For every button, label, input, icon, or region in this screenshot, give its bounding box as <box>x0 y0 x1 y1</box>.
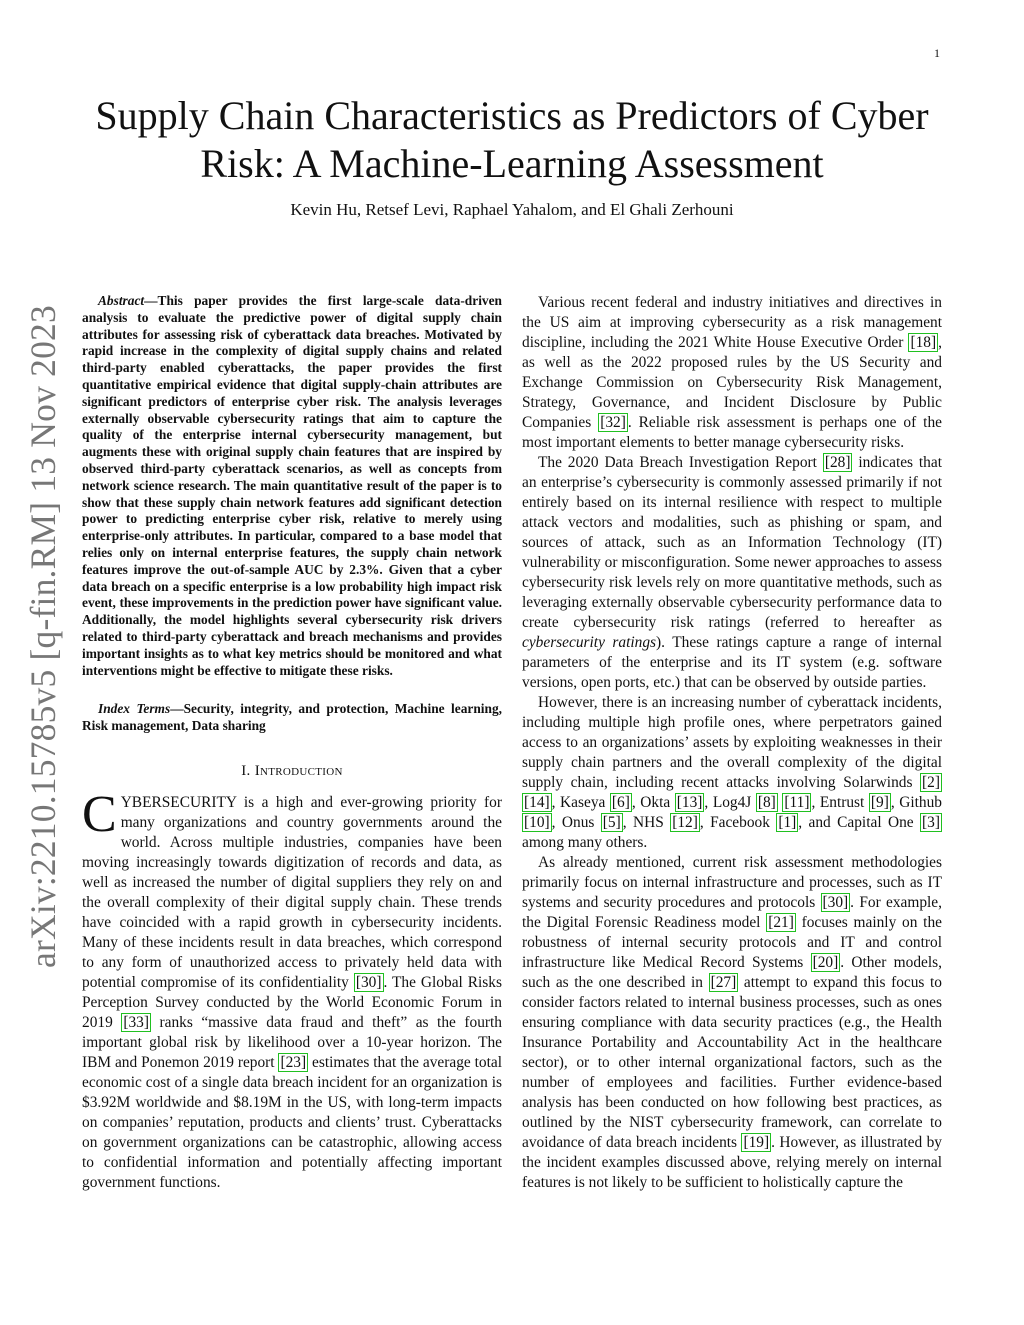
text-run: among many others. <box>522 834 648 851</box>
text-run: , as well as the 2022 proposed rules by the US Security and Exchange Commission on Cybersecurity Risk Management, Strategy, Governance, and Incident Disclosure by Public Companies <box>522 334 942 431</box>
citation-link[interactable]: [10] <box>524 814 550 831</box>
citation-link[interactable]: [9] <box>870 794 889 811</box>
index-terms-label: Index Terms <box>98 701 171 717</box>
citation-link[interactable]: [19] <box>743 1134 770 1151</box>
section-number: I. <box>241 762 251 779</box>
index-terms-text: —Security, integrity, and protection, Machine learning, Risk management, Data sharing <box>82 701 502 734</box>
intro-paragraph-1 <box>82 785 502 1193</box>
left-column <box>82 293 502 1193</box>
abstract-label: Abstract <box>98 293 145 308</box>
citation-link[interactable]: [30] <box>355 973 382 991</box>
text-run: attempt to expand this focus to consider factors related to internal business processes, such as ones ensuring compliance with data security practices (e.g., the Health Insurance Portability and Accountability Act in the healthcare sector), or to other internal organizational factors, such as the number of employees and facilities. Further evidence-based analysis has been conducted on how following best practices, as outlined by the NIST cybersecurity framework, can correlate to avoidance of data breach incidents <box>522 974 942 1151</box>
intro-paragraph-2 <box>522 293 942 453</box>
text-run: The 2020 Data Breach Investigation Report <box>538 454 823 471</box>
text-run: As already mentioned, current risk assessment methodologies primarily focus on internal infrastructure and processes, such as IT systems and security procedures and protocols <box>522 854 942 911</box>
citation-link[interactable]: [23] <box>280 1053 307 1071</box>
text-run: , NHS <box>622 814 671 831</box>
text-run: , Facebook <box>699 814 777 831</box>
intro-paragraph-3 <box>522 453 942 693</box>
citation-link[interactable]: [21] <box>768 914 794 931</box>
section-title: Introduction <box>254 762 343 779</box>
section-heading <box>82 761 502 781</box>
text-run: . Reliable risk assessment is perhaps one of the most important elements to better manage cybersecurity risks. <box>522 414 942 451</box>
emphasized-term: cybersecurity ratings <box>522 634 657 651</box>
title-line-1: Supply Chain Characteristics as Predictors of Cyber <box>95 93 929 138</box>
citation-link[interactable]: [3] <box>922 814 940 831</box>
citation-link[interactable]: [14] <box>524 794 550 811</box>
text-run: . The Global Risks Perception Survey conducted by the World Economic Forum in 2019 <box>82 973 502 1031</box>
citation-link[interactable]: [28] <box>824 454 851 471</box>
text-run: , Onus <box>551 814 601 831</box>
abstract <box>82 293 502 679</box>
text-run: However, there is an increasing number of cyberattack incidents, including multiple high profile ones, where perpetrators gained access to an organizations’ assets by exploiting weaknesses in their supply chain partners and the overall complexity of the digital supply chain, including recent attacks involving Solarwinds <box>522 694 942 791</box>
drop-cap: C <box>82 785 117 843</box>
text-run: . For example, the Digital Forensic Readiness model <box>522 894 942 931</box>
citation-link[interactable]: [32] <box>600 414 626 431</box>
text-run: Various recent federal and industry initiatives and directives in the US aim at improving cybersecurity as a risk management discipline, including the 2021 White House Executive Order <box>522 294 942 351</box>
arxiv-identifier: arXiv:2210.15785v5 [q-fin.RM] 13 Nov 2023 <box>23 305 63 968</box>
text-run: . Other models, such as the one described in <box>522 954 942 991</box>
text-run: , and Capital One <box>798 814 921 831</box>
citation-link[interactable]: [27] <box>710 974 737 991</box>
citation-link[interactable]: [2] <box>922 774 940 791</box>
intro-paragraph-5 <box>522 853 942 1193</box>
index-terms <box>82 701 502 735</box>
text-run: ranks “massive data fraud and theft” as the fourth important global risk by likelihood over a 10-year horizon. The IBM and Ponemon 2019 report <box>82 1013 502 1071</box>
citation-link[interactable]: [13] <box>676 794 703 811</box>
author-list: Kevin Hu, Retsef Levi, Raphael Yahalom, and El Ghali Zerhouni <box>290 200 734 219</box>
citation-link[interactable]: [18] <box>910 334 937 351</box>
right-column <box>522 293 942 1193</box>
text-run: , Kaseya <box>551 794 610 811</box>
citation-link[interactable]: [6] <box>611 794 630 811</box>
text-run: , Okta <box>631 794 675 811</box>
citation-link[interactable]: [5] <box>602 814 621 831</box>
text-run: , Log4J <box>704 794 756 811</box>
text-run: ). These ratings capture a range of internal parameters of the enterprise and its IT system (e.g. software versions, open ports, etc.) that can be observed by outside parties. <box>522 634 942 691</box>
paper-title <box>70 92 954 188</box>
text-run: , Entrust <box>811 794 869 811</box>
citation-link[interactable]: [30] <box>822 894 849 911</box>
citation-link[interactable]: [33] <box>123 1013 149 1031</box>
abstract-text: —This paper provides the first large-scale data-driven analysis to evaluate the predictive power of digital supply chain attributes for assessing risk of cyberattack data breaches. Motivated by rapid increase in the complexity of digital supply chains and related third-party enabled cyberattacks, the paper provides the first quantitative empirical evidence that digital supply-chain attributes are significant predictors of enterprise cyber risk. The analysis leverages externally observable cybersecurity ratings that aim to capture the quality of the enterprise internal cybersecurity management, but augments these with original supply chain features that are inspired by observed third-party cyberattack scenarios, as well as concepts from network science research. The main quantitative result of the paper is to show that these supply chain network features add significant detection power to predicting enterprise cyber risk, relative to merely using enterprise-only attributes. In particular, compared to a base model that relies only on internal enterprise features, the supply chain network features improve the out-of-sample AUC by 2.3%. Given that a cyber data breach on a specific enterprise is a low probability high impact risk event, these improvements in the prediction power have significant value. Additionally, the model highlights several cybersecurity risk drivers related to third-party cyberattack and breach mechanisms and provides important insights as to what key metrics should be monitored and what interventions might be effective to mitigate these risks. <box>82 293 502 678</box>
text-run: . However, as illustrated by the incident examples discussed above, relying merely on internal features is not likely to be sufficient to holistically capture the <box>522 1134 942 1191</box>
citation-link[interactable]: [1] <box>778 814 797 831</box>
citation-link[interactable]: [12] <box>672 814 698 831</box>
title-line-2: Risk: A Machine-Learning Assessment <box>200 141 824 186</box>
intro-paragraph-4 <box>522 693 942 853</box>
citation-link[interactable]: [8] <box>757 794 776 811</box>
text-run: YBERSECURITY is a high and ever-growing priority for many organizations and country governments around the world. Across multiple industries, companies have been moving increasingly towards digitization of records and data, as well as increased the number of digital suppliers they rely on and the overall complexity of their digital supply chain. These trends have coincided with a rapid growth in cybersecurity incidents. Many of these incidents result in data breaches, which correspond to any form of unauthorized access to privately held data with potential compromise of its confidentiality <box>82 793 502 991</box>
page-number: 1 <box>934 46 940 60</box>
text-run: estimates that the average total economic cost of a single data breach incident for an organization is $3.92M worldwide and $8.19M in the US, with long-term impacts on companies’ reputation, products and clients’ trust. Cyberattacks on government organizations can be catastrophic, allowing access to confidential information and potentially affecting important government functions. <box>82 1053 502 1191</box>
citation-link[interactable]: [11] <box>784 794 810 811</box>
text-run: indicates that an enterprise’s cybersecurity is commonly assessed primarily if not entirely based on its internal resilience with respect to multiple attack vectors and modalities, such as phishing or spam, and sources of attack, such as an Information Technology (IT) vulnerability or misconfiguration. Some newer approaches to assess cybersecurity risk levels rely on more quantitative methods, such as leveraging externally observable cybersecurity performance data to create cybersecurity risk ratings (referred to hereafter as <box>522 454 942 631</box>
text-run: focuses mainly on the robustness of internal security protocols and IT and control infrastructure like Medical Record Systems <box>522 914 942 971</box>
citation-link[interactable]: [20] <box>812 954 839 971</box>
text-run: , Github <box>890 794 942 811</box>
